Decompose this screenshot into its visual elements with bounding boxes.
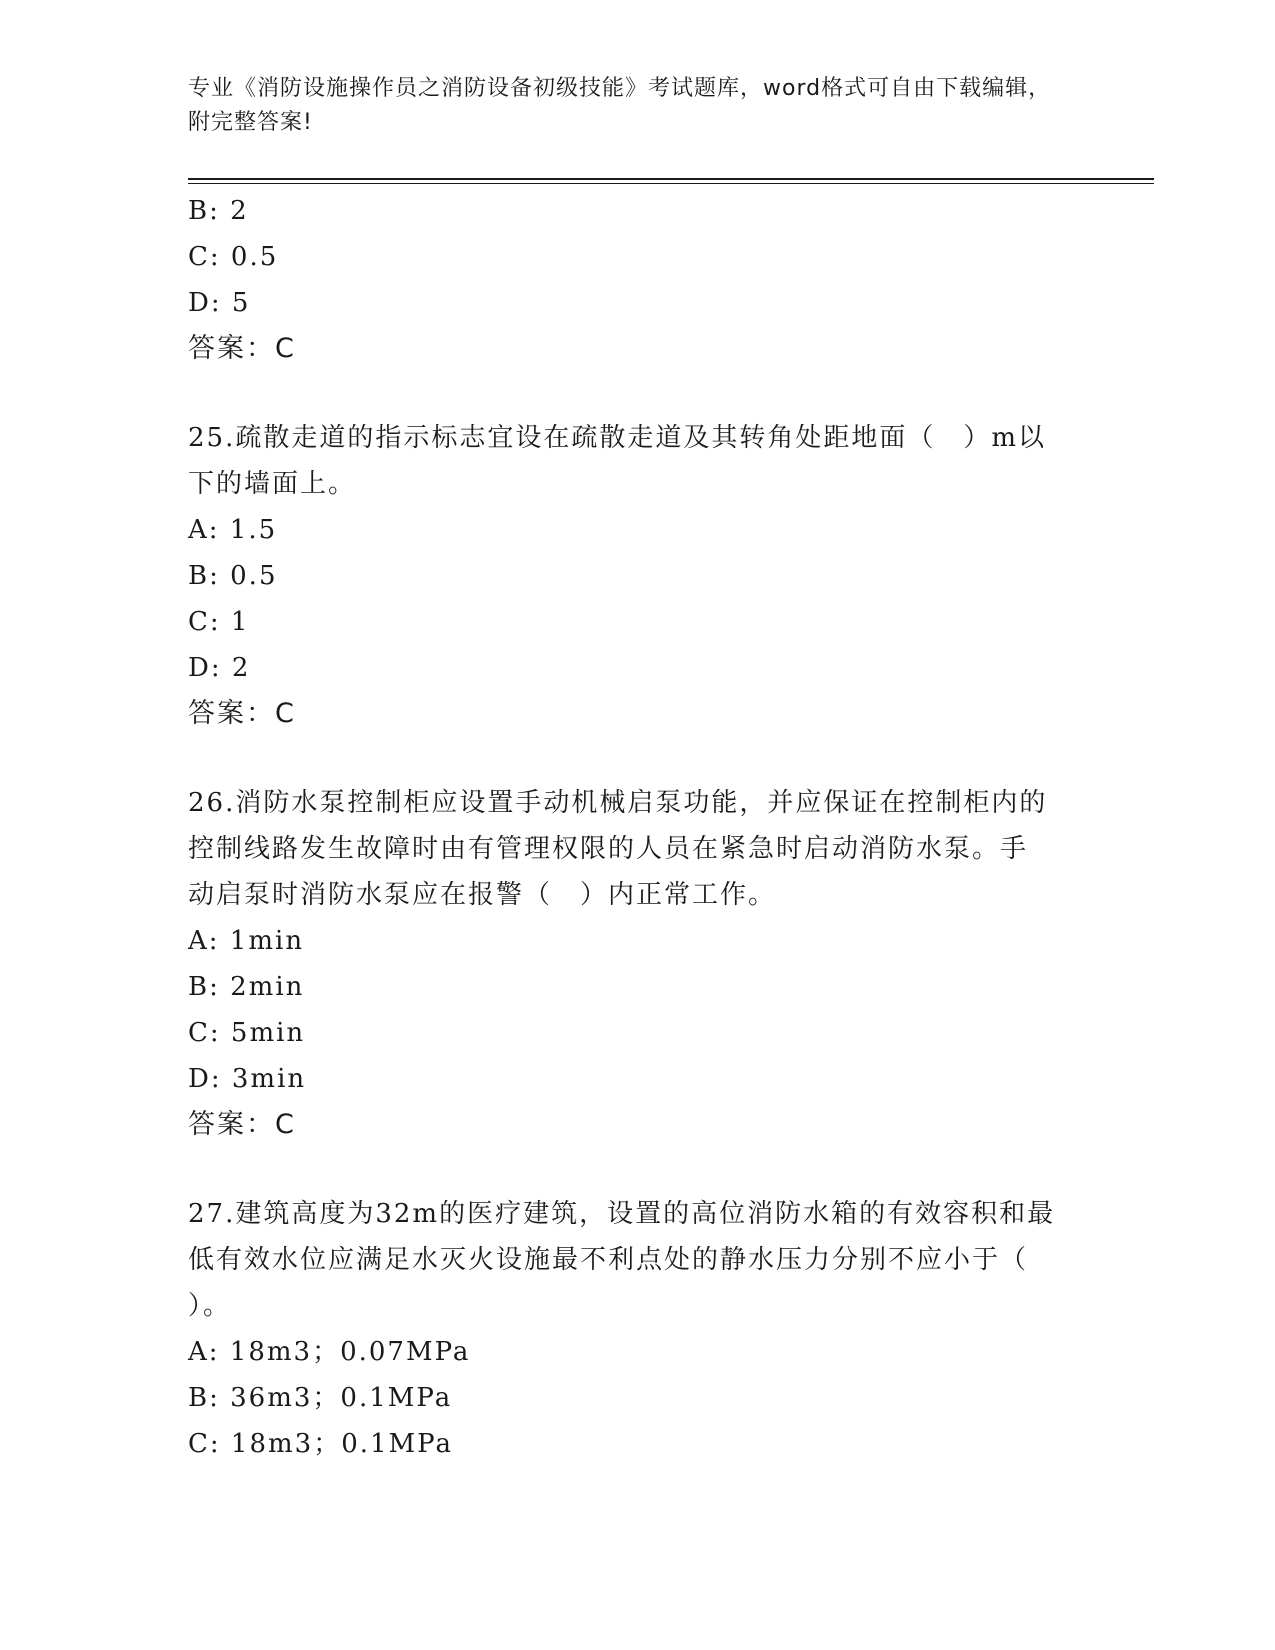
question-26-text-line-1: 26.消防水泵控制柜应设置手动机械启泵功能，并应保证在控制柜内的 <box>188 788 1048 818</box>
question-25-block <box>188 415 1068 737</box>
option-b: B: 36m3；0.1MPa <box>188 1383 453 1413</box>
answer-line: 答案：C <box>188 1109 296 1140</box>
header-rule-thin <box>188 183 1154 184</box>
question-27-block <box>188 1191 1068 1467</box>
option-c: C: 1 <box>188 607 250 637</box>
partial-question-block <box>188 188 1068 372</box>
question-26-text-line-3: 动启泵时消防水泵应在报警（ ）内正常工作。 <box>188 880 777 910</box>
option-b: B: 2 <box>188 196 249 226</box>
option-c: C: 5min <box>188 1018 306 1048</box>
question-26-block <box>188 780 1068 1148</box>
option-c: C: 18m3；0.1MPa <box>188 1429 453 1459</box>
header-rule-thick <box>188 178 1154 180</box>
question-27-text-line-1: 27.建筑高度为32m的医疗建筑，设置的高位消防水箱的有效容积和最 <box>188 1199 1056 1229</box>
option-d: D: 5 <box>188 288 251 318</box>
question-27-text-line-2: 低有效水位应满足水灭火设施最不利点处的静水压力分别不应小于（ <box>188 1245 1029 1275</box>
option-a: A: 1min <box>188 926 305 956</box>
answer-line: 答案：C <box>188 333 296 364</box>
question-25-text-line-2: 下的墙面上。 <box>188 469 357 499</box>
option-b: B: 2min <box>188 972 305 1002</box>
option-b: B: 0.5 <box>188 561 278 591</box>
option-d: D: 3min <box>188 1064 307 1094</box>
question-26-text-line-2: 控制线路发生故障时由有管理权限的人员在紧急时启动消防水泵。手 <box>188 834 1029 864</box>
document-body <box>188 188 1068 1467</box>
answer-line: 答案：C <box>188 698 296 729</box>
option-c: C: 0.5 <box>188 242 279 272</box>
option-d: D: 2 <box>188 653 251 683</box>
question-25-text-line-1: 25.疏散走道的指示标志宜设在疏散走道及其转角处距地面（ ）m以 <box>188 423 1047 453</box>
option-a: A: 18m3；0.07MPa <box>188 1337 471 1367</box>
question-27-text-line-3: ）。 <box>188 1291 232 1321</box>
document-header: 专业《消防设施操作员之消防设备初级技能》考试题库，word格式可自由下载编辑，附完整答案! <box>188 76 1052 135</box>
option-a: A: 1.5 <box>188 515 278 545</box>
